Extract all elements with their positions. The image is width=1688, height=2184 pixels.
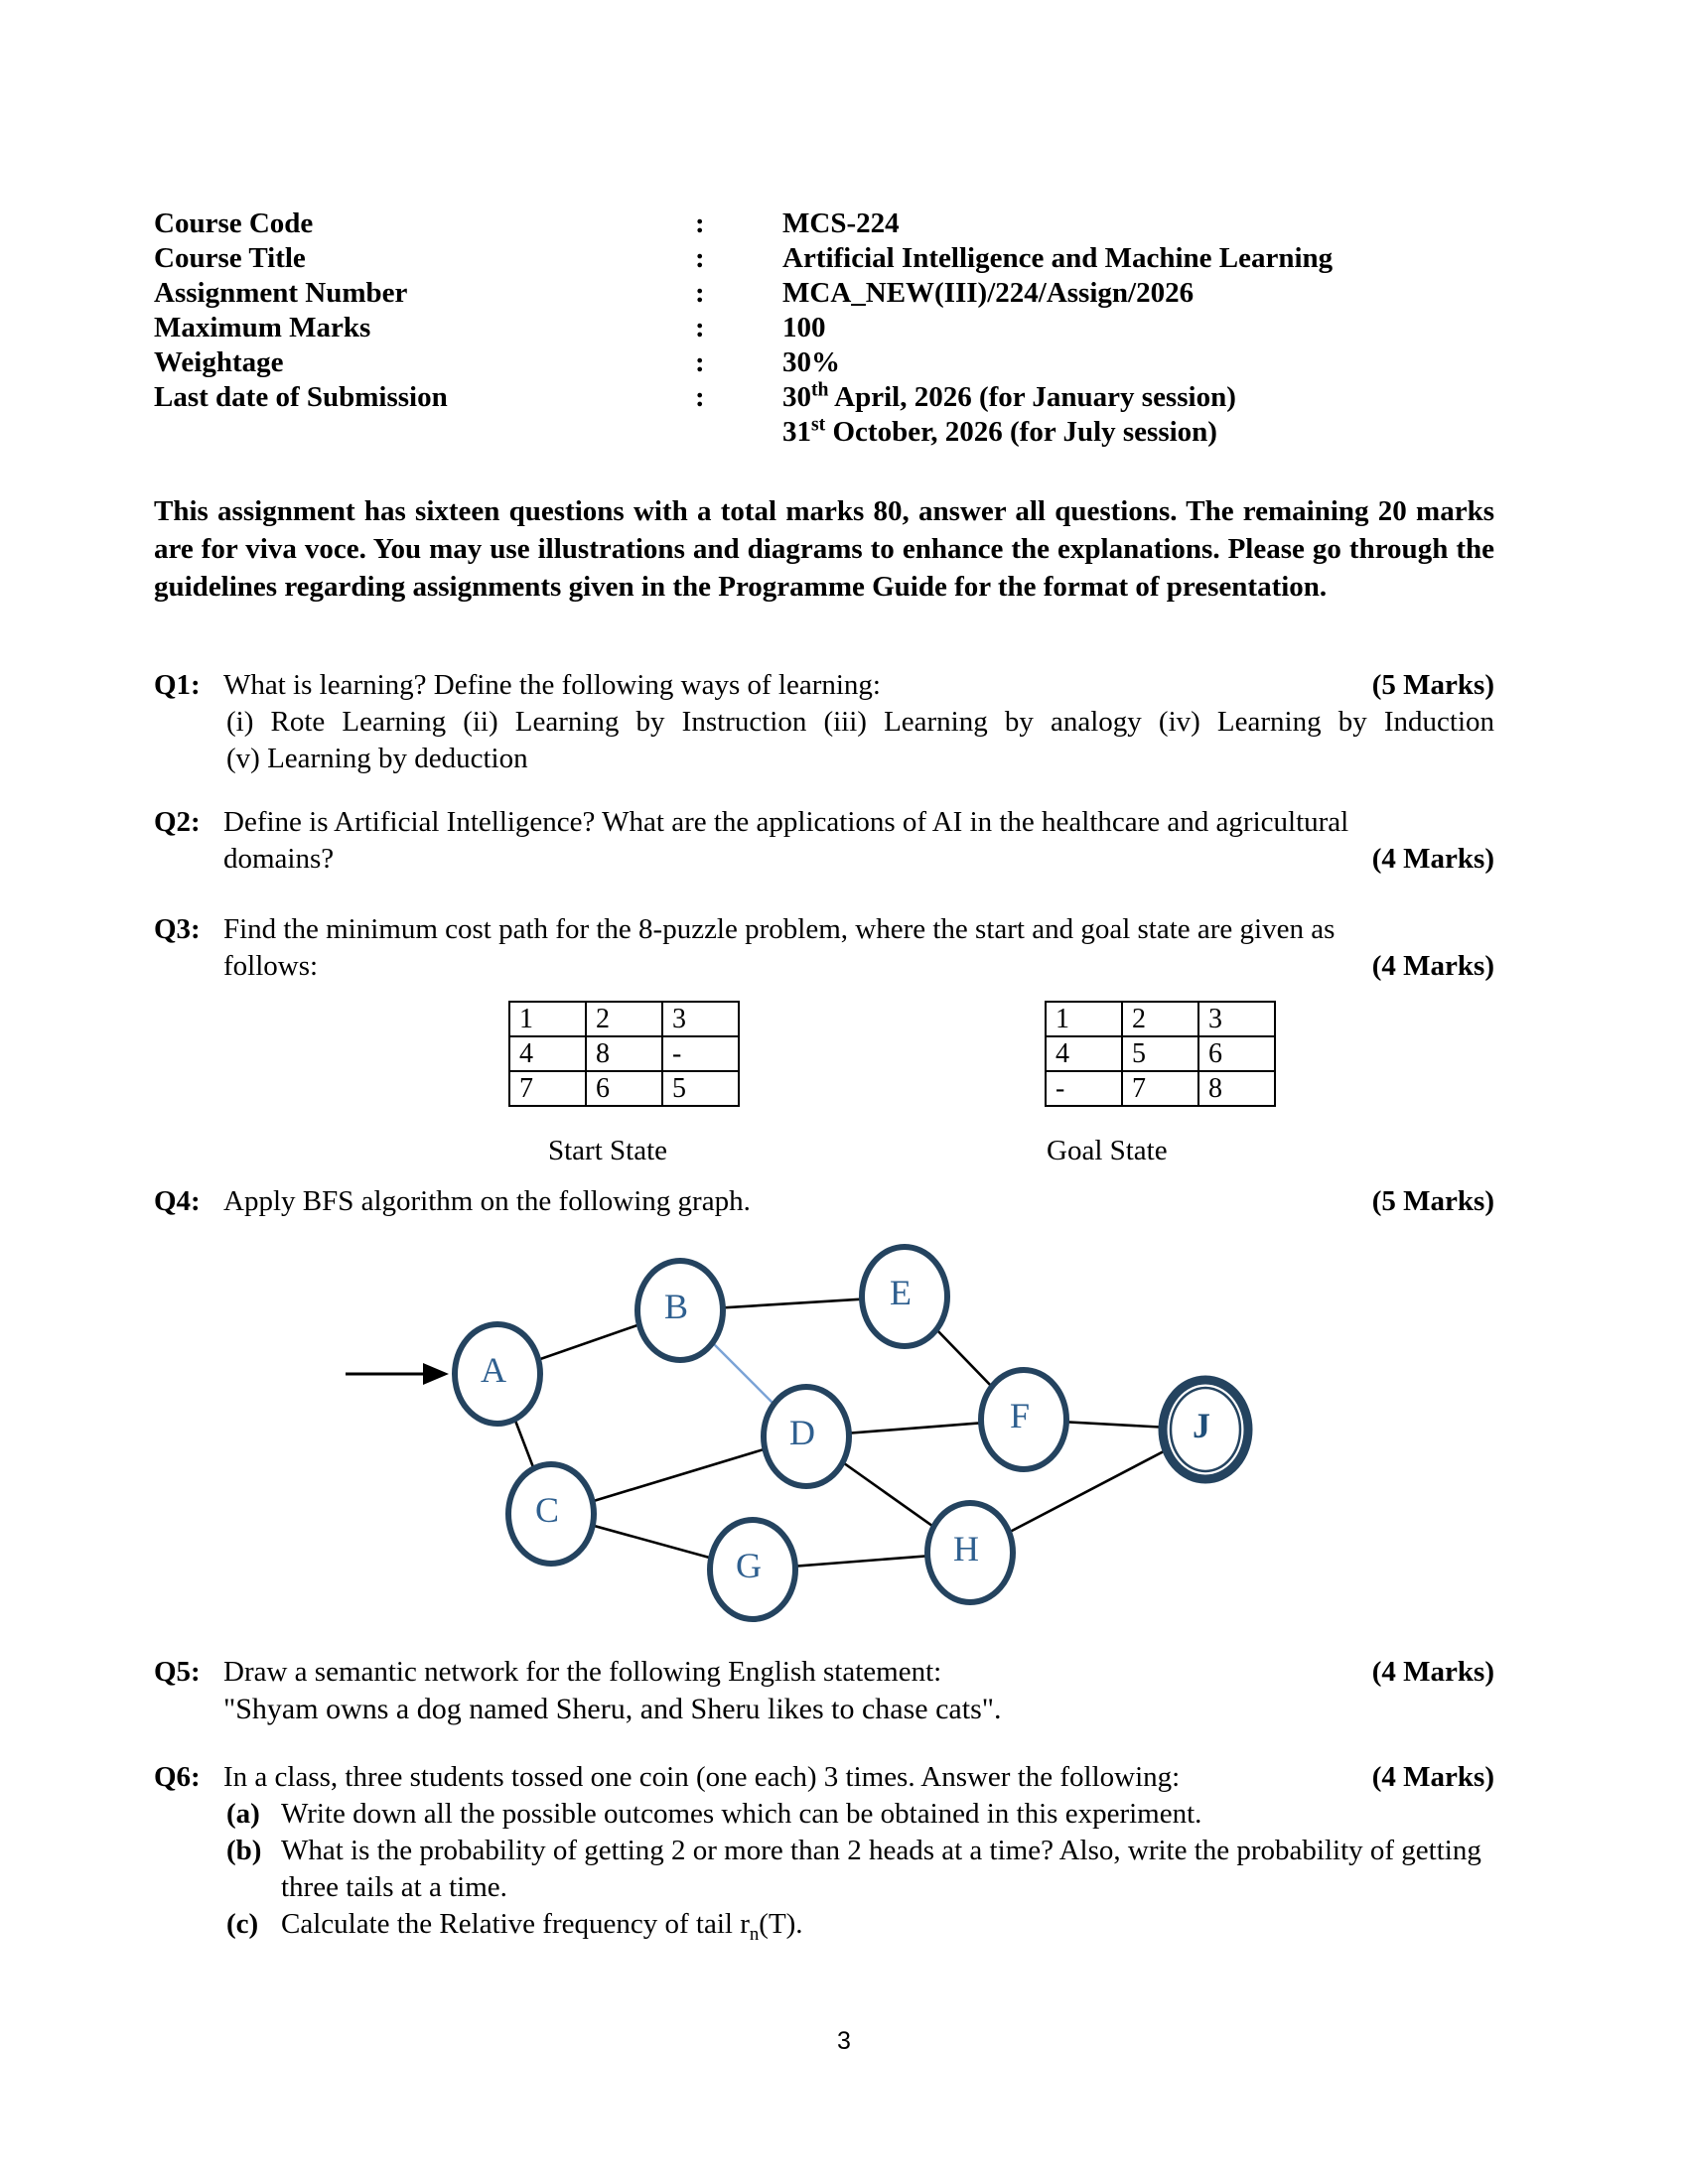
page-number: 3 <box>837 2027 851 2055</box>
question-3 <box>154 911 1494 985</box>
question-4-marks: (5 Marks) <box>1371 1185 1494 1217</box>
graph-node-E <box>862 1247 947 1346</box>
goal-cell: 6 <box>1198 1036 1275 1071</box>
assignment-number-label: Assignment Number <box>154 277 408 309</box>
weightage-value: 30% <box>782 346 840 378</box>
goal-cell: 7 <box>1122 1071 1198 1106</box>
question-3-text: Find the minimum cost path for the 8-puzzle problem, where the start and goal state are given as <box>223 913 1336 945</box>
graph-node-label-C: C <box>534 1490 560 1530</box>
maximum-marks-label: Maximum Marks <box>154 312 371 343</box>
maximum-marks-value: 100 <box>782 312 826 343</box>
question-2-line2 <box>223 841 1494 878</box>
submission-date-july: 31st October, 2026 (for July session) <box>782 413 1217 448</box>
header-row-submission <box>154 380 1494 450</box>
header-row-weightage <box>154 345 1494 380</box>
item-b-label: (b) <box>226 1835 262 1866</box>
question-6-marks: (4 Marks) <box>1371 1761 1494 1793</box>
goal-cell: 8 <box>1198 1071 1275 1106</box>
graph-node-D <box>764 1387 849 1486</box>
assignment-instructions: This assignment has sixteen questions with a total marks 80, answer all questions. The remaining 20 marks are for viva voce. You may use illustrations and diagrams to enhance the explanations. Please go through the guidelines regarding assignments given in the Programme Guide for the format of presentation. <box>154 495 1494 603</box>
colon: : <box>695 346 705 378</box>
question-3-number: Q3: <box>154 913 201 945</box>
course-header <box>154 206 1494 450</box>
question-1-option-v: (v) Learning by deduction <box>226 743 528 774</box>
course-code-label: Course Code <box>154 207 314 239</box>
submission-date-january: 30th April, 2026 (for January session) <box>782 378 1236 413</box>
graph-node-label-D: D <box>789 1413 815 1452</box>
start-cell: 7 <box>509 1071 586 1106</box>
start-cell: 2 <box>586 1002 662 1036</box>
colon: : <box>695 242 705 274</box>
start-state-table <box>508 1001 740 1107</box>
question-1 <box>154 667 1494 777</box>
item-a-label: (a) <box>226 1798 260 1830</box>
goal-cell: 5 <box>1122 1036 1198 1071</box>
graph-node-G <box>710 1520 795 1619</box>
colon: : <box>695 381 705 413</box>
start-state-caption: Start State <box>547 1135 667 1166</box>
goal-cell: 3 <box>1198 1002 1275 1036</box>
start-arrow-head <box>423 1363 449 1385</box>
header-row-maximum-marks <box>154 311 1494 345</box>
graph-node-C <box>508 1464 594 1564</box>
graph-node-label-A: A <box>481 1350 506 1390</box>
start-cell: 1 <box>509 1002 586 1036</box>
question-6-item-b <box>226 1833 1494 1906</box>
question-4-text: Apply BFS algorithm on the following graph. <box>223 1185 751 1217</box>
question-1-options-line: (i) Rote Learning (ii) Learning by Instruction (iii) Learning by analogy (iv) Learning by Induction <box>226 706 1494 738</box>
colon: : <box>695 312 705 343</box>
graph-node-J <box>1163 1380 1248 1479</box>
goal-state-caption: Goal State <box>1047 1135 1168 1166</box>
graph-node-label-J: J <box>1193 1406 1210 1445</box>
question-5-text: Draw a semantic network for the following English statement: <box>223 1656 942 1688</box>
question-6-item-a <box>226 1796 1494 1833</box>
question-1-number: Q1: <box>154 669 201 701</box>
question-2-text-cont: domains? <box>223 843 335 875</box>
question-5-marks: (4 Marks) <box>1371 1656 1494 1688</box>
header-row-course-title <box>154 241 1494 276</box>
question-4 <box>154 1183 1494 1220</box>
question-3-marks: (4 Marks) <box>1371 950 1494 982</box>
header-row-course-code <box>154 206 1494 241</box>
item-c-label: (c) <box>226 1908 259 1940</box>
graph-node-F <box>981 1370 1066 1469</box>
ordinal-suffix: th <box>811 378 829 401</box>
course-code-value: MCS-224 <box>782 207 900 239</box>
item-b-text: What is the probability of getting 2 or more than 2 heads at a time? Also, write the probability of getting three tails at a time. <box>281 1835 1481 1903</box>
question-3-line2 <box>223 948 1494 985</box>
graph-node-label-F: F <box>1009 1396 1031 1435</box>
question-2 <box>154 804 1494 878</box>
question-2-text: Define is Artificial Intelligence? What are the applications of AI in the healthcare and agricultural <box>223 806 1349 838</box>
course-title-label: Course Title <box>154 242 306 274</box>
graph-node-A <box>455 1324 540 1424</box>
start-cell: 6 <box>586 1071 662 1106</box>
question-4-number: Q4: <box>154 1185 201 1217</box>
start-cell: 8 <box>586 1036 662 1071</box>
weightage-label: Weightage <box>154 346 284 378</box>
question-2-marks: (4 Marks) <box>1371 843 1494 875</box>
submission-label: Last date of Submission <box>154 381 448 413</box>
goal-cell: 4 <box>1046 1036 1122 1071</box>
header-row-assignment-number <box>154 276 1494 311</box>
graph-node-H <box>927 1503 1013 1602</box>
question-1-text: What is learning? Define the following ways of learning: <box>223 669 881 701</box>
ordinal-suffix: st <box>811 413 826 436</box>
start-cell: 3 <box>662 1002 739 1036</box>
start-cell: 5 <box>662 1071 739 1106</box>
graph-node-B <box>637 1261 723 1360</box>
goal-state-table <box>1045 1001 1276 1107</box>
goal-cell: 1 <box>1046 1002 1122 1036</box>
question-6-number: Q6: <box>154 1761 201 1793</box>
subscript-n: n <box>749 1923 760 1945</box>
item-a-text: Write down all the possible outcomes which can be obtained in this experiment. <box>281 1798 1202 1830</box>
question-1-marks: (5 Marks) <box>1371 669 1494 701</box>
question-6-text: In a class, three students tossed one coin (one each) 3 times. Answer the following: <box>223 1761 1181 1793</box>
question-2-number: Q2: <box>154 806 201 838</box>
question-5-statement: "Shyam owns a dog named Sheru, and Sheru likes to chase cats". <box>223 1693 1002 1725</box>
item-c-text: Calculate the Relative frequency of tail $r_n(T)$. <box>281 1908 803 1945</box>
goal-cell: - <box>1046 1071 1122 1106</box>
question-6 <box>154 1759 1494 1943</box>
graph-node-label-G: G <box>736 1546 762 1585</box>
goal-cell: 2 <box>1122 1002 1198 1036</box>
start-cell: - <box>662 1036 739 1071</box>
question-3-text-cont: follows: <box>223 950 319 982</box>
graph-node-label-B: B <box>663 1287 689 1326</box>
question-5-number: Q5: <box>154 1656 201 1688</box>
bfs-graph-figure <box>0 1221 1688 1658</box>
colon: : <box>695 207 705 239</box>
start-cell: 4 <box>509 1036 586 1071</box>
question-5 <box>154 1654 1494 1727</box>
submission-dates <box>782 380 1494 450</box>
graph-node-label-H: H <box>953 1529 979 1569</box>
question-6-item-c <box>226 1906 1494 1943</box>
assignment-number-value: MCA_NEW(III)/224/Assign/2026 <box>782 277 1195 309</box>
course-title-value: Artificial Intelligence and Machine Learning <box>782 242 1334 274</box>
graph-node-label-E: E <box>890 1273 912 1312</box>
colon: : <box>695 277 705 309</box>
